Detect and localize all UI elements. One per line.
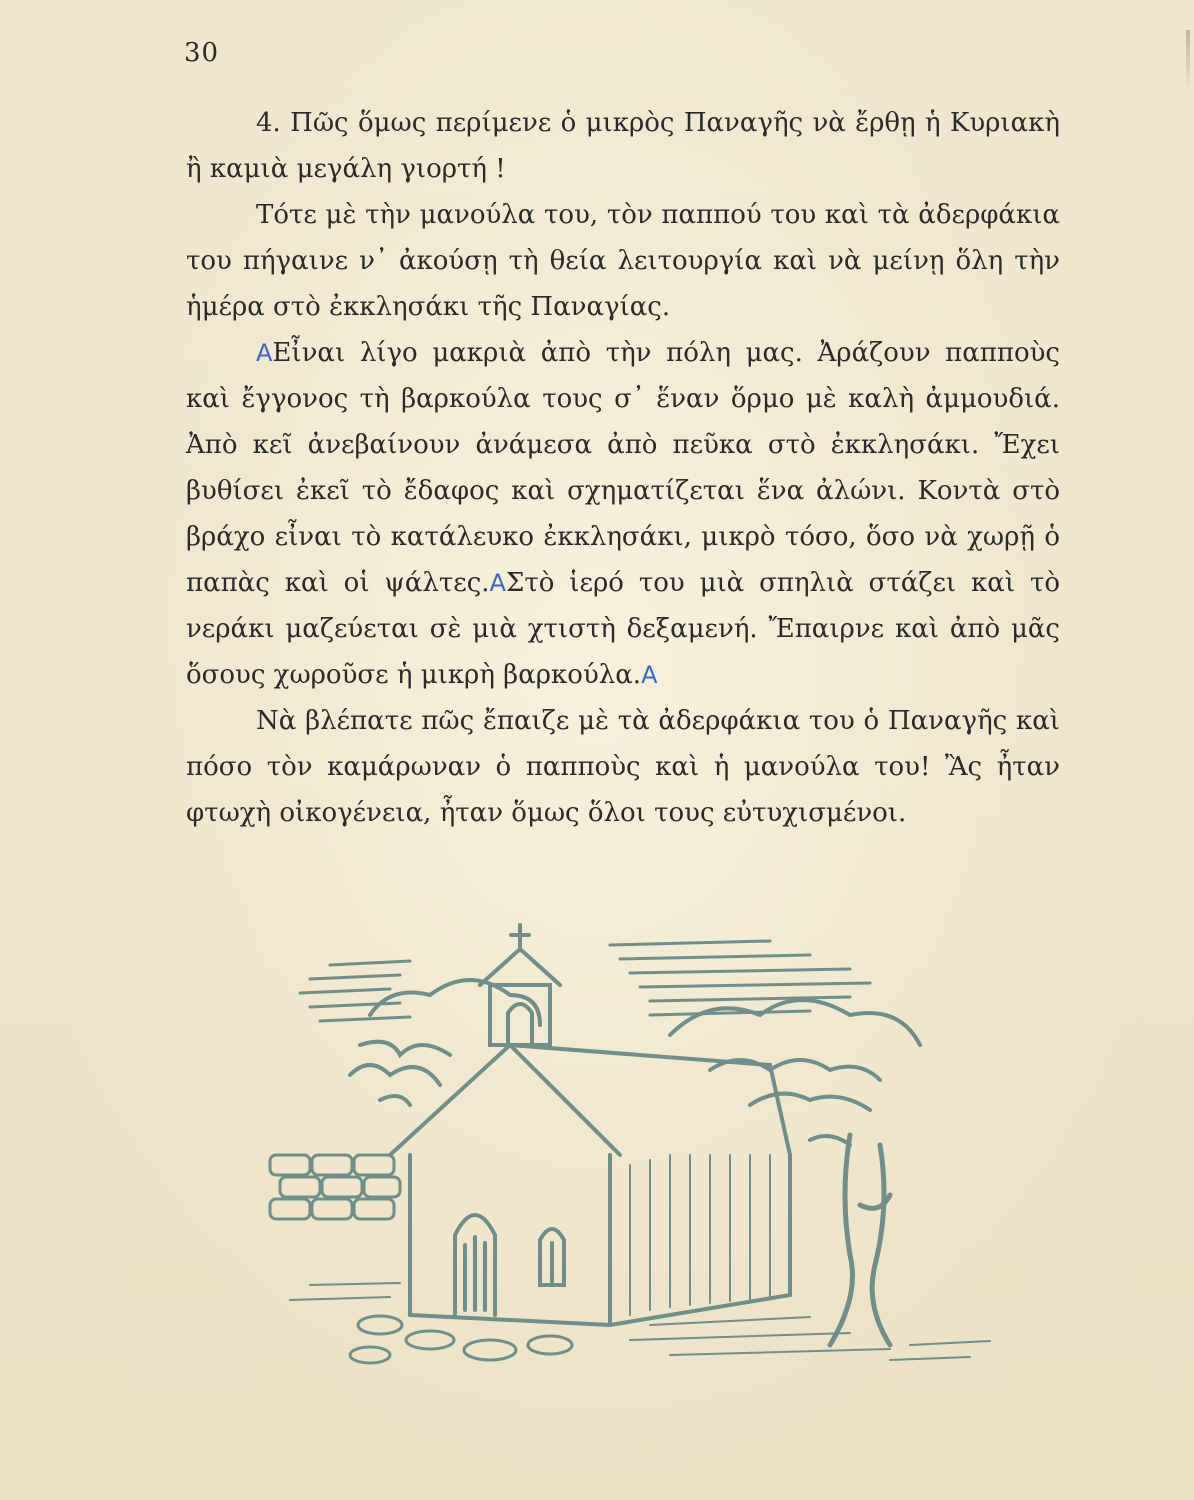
paragraph-3-part-a: Εἶναι λίγο μακριὰ ἀπὸ τὴν πόλη μας. Ἀράζουν παπποὺς καὶ ἔγγονος τὴ βαρκούλα τους σ᾽ ἕναν ὅρμο μὲ καλὴ ἀμμουδιά. Ἀπὸ κεῖ ἀνεβαίνουν ἀνάμεσα ἀπὸ πεῦκα στὸ ἐκκλησάκι. Ἔχει βυθίσει ἐκεῖ τὸ ἔδαφος καὶ σχηματίζεται ἕνα ἀλώνι. Κοντὰ στὸ βράχο εἶναι τὸ κατάλευκο ἐκκλησάκι, μικρὸ τόσο, ὅσο νὰ χωρῇ ὁ παπὰς καὶ οἱ ψάλτες. — [186, 338, 1060, 598]
chapel-window — [540, 1229, 564, 1285]
paragraph-3 — [186, 330, 1060, 698]
handwritten-mark-mid: Α — [489, 569, 506, 597]
page-edge-shadow — [1186, 30, 1190, 90]
chapel-illustration — [250, 905, 1010, 1375]
page-number: 30 — [184, 38, 220, 68]
paragraph-3-part-b: Στὸ ἱερό του μιὰ σπηλιὰ στάζει καὶ τὸ νεράκι μαζεύεται σὲ μιὰ χτιστὴ δεξαμενή. Ἔπαιρνε καὶ ἀπὸ μᾶς ὅσους χωροῦσε ἡ μικρὴ βαρκούλα. — [186, 568, 1060, 690]
body-text — [186, 100, 1060, 836]
sky-hatching-left — [300, 961, 410, 1021]
left-tree-foliage — [350, 980, 540, 1105]
side-wall-hatching — [630, 1155, 770, 1315]
paragraph-4: Νὰ βλέπατε πῶς ἔπαιζε μὲ τὰ ἀδερφάκια του ὁ Παναγῆς καὶ πόσο τὸν καμάρωναν ὁ παπποὺς καὶ ἡ μανούλα του! Ἂς ἦταν φτωχὴ οἰκογένεια, ἦταν ὅμως ὅλοι τους εὐτυχισμένοι. — [186, 706, 1060, 828]
handwritten-mark-end: Α — [641, 661, 658, 689]
handwritten-mark-start: A — [256, 339, 273, 367]
bell-tower — [480, 925, 560, 1045]
paragraph-1: 4. Πῶς ὅμως περίμενε ὁ μικρὸς Παναγῆς νὰ ἔρθῃ ἡ Κυριακὴ ἢ καμιὰ μεγάλη γιορτή ! — [186, 108, 1060, 184]
right-tree-foliage — [670, 1000, 920, 1145]
right-tree-trunk — [830, 1135, 890, 1345]
stone-wall — [270, 1155, 400, 1219]
paragraph-2: Τότε μὲ τὴν μανούλα του, τὸν παππού του καὶ τὰ ἀδερφάκια του πήγαινε ν᾽ ἀκούσῃ τὴ θεία λειτουργία καὶ νὰ μείνῃ ὅλη τὴν ἡμέρα στὸ ἐκκλησάκι τῆς Παναγίας. — [186, 200, 1060, 322]
chapel-door — [455, 1215, 495, 1315]
